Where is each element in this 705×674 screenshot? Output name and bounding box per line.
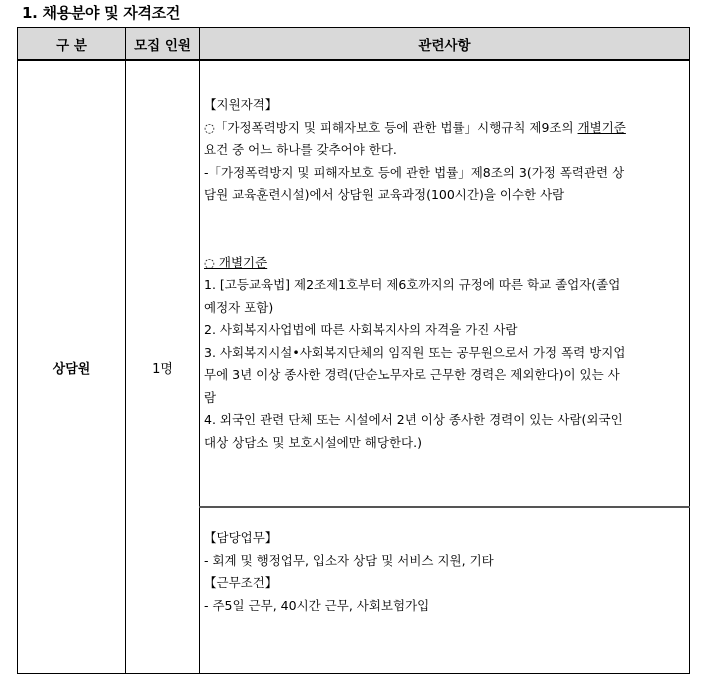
qualification-line-2: 요건 중 어느 하나를 갖추어야 한다. [204,142,397,157]
criteria-4b: 대상 상담소 및 보호시설에만 해당한다.) [204,434,422,450]
duties-line: - 회계 및 행정업무, 입소자 상담 및 서비스 지원, 기타 [204,552,494,568]
criteria-link-text: 개별기준 [577,119,626,135]
criteria-title: ◌ 개별기준 [204,254,268,270]
count-cell: 1명 [126,60,200,674]
conditions-line: - 주5일 근무, 40시간 근무, 사회보험가입 [204,597,430,613]
header-count: 모집 인원 [126,28,200,61]
criteria-3c: 람 [204,389,217,405]
duties-title: 【담당업무】 [204,530,278,545]
criteria-2: 2. 사회복지사업법에 따른 사회복지사의 자격을 가진 사람 [204,322,518,337]
header-details: 관련사항 [200,28,690,61]
qualification-line-3: -「가정폭력방지 및 피해자보호 등에 관한 법률」제8조의 3(가정 폭력관련 상 [204,164,625,180]
qualification-cell [200,60,690,507]
category-cell: 상담원 [18,60,126,674]
section-heading: 1. 채용분야 및 자격조건 [22,4,181,22]
qualification-title: 【지원자격】 [204,97,278,112]
qualification-line-1 [204,117,683,140]
criteria-3a: 3. 사회복지시설•사회복지단체의 임직원 또는 공무원으로서 가정 폭력 방지업 [204,344,626,360]
duties-cell [200,507,690,674]
criteria-4a: 4. 외국인 관련 단체 또는 시설에서 2년 이상 종사한 경력이 있는 사람(외국인 [204,412,623,427]
header-category: 구 분 [18,28,126,61]
criteria-3b: 무에 3년 이상 종사한 경력(단순노무자로 근무한 경력은 제외한다)이 있는 사 [204,367,620,382]
recruitment-table [17,27,690,674]
table-row [18,60,690,507]
criteria-1a: 1. [고등교육법] 제2조제1호부터 제6호까지의 규정에 따른 학교 졸업자(졸업 [204,277,621,292]
criteria-1b: 예정자 포함) [204,299,274,315]
table-header-row [18,28,690,61]
qualification-line-1a: ◌「가정폭력방지 및 피해자보호 등에 관한 법률」시행규칙 제9조의 [204,119,578,135]
conditions-title: 【근무조건】 [204,575,278,590]
qualification-line-4: 담원 교육훈련시설)에서 상담원 교육과정(100시간)을 이수한 사람 [204,187,565,202]
